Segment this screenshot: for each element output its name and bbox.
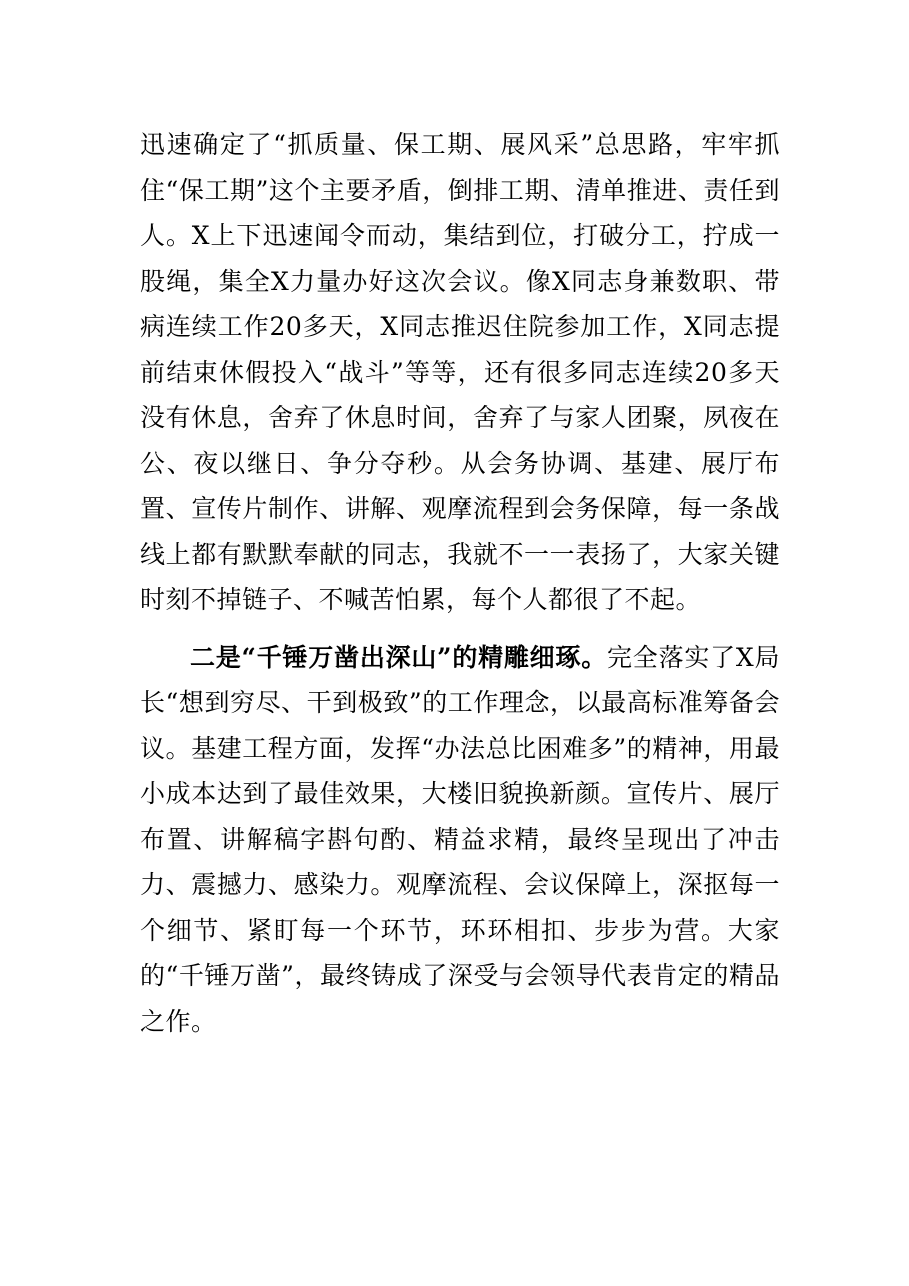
paragraph-section-two [140, 635, 780, 1045]
paragraph-continuation [140, 122, 780, 623]
section-heading-lead: 二是“千锤万凿出深山”的精雕细琢。 [190, 642, 608, 672]
paragraph-text: 迅速确定了“抓质量、保工期、展风采”总思路，牢牢抓住“保工期”这个主要矛盾，倒排工期、清单推进、责任到人。X上下迅速闻令而动，集结到位，打破分工，拧成一股绳，集全X力量办好这次会议。像X同志身兼数职、带病连续工作20多天，X同志推迟住院参加工作，X同志提前结束休假投入“战斗”等等，还有很多同志连续20多天没有休息，舍弃了休息时间，舍弃了与家人团聚，夙夜在公、夜以继日、争分夺秒。从会务协调、基建、展厅布置、宣传片制作、讲解、观摩流程到会务保障，每一条战线上都有默默奉献的同志，我就不一一表扬了，大家关键时刻不掉链子、不喊苦怕累，每个人都很了不起。 [140, 130, 780, 614]
document-body [140, 122, 780, 1044]
paragraph-text: 完全落实了X局长“想到穷尽、干到极致”的工作理念，以最高标准筹备会议。基建工程方面，发挥“办法总比困难多”的精神，用最小成本达到了最佳效果，大楼旧貌换新颜。宣传片、展厅布置、讲解稿字斟句酌、精益求精，最终呈现出了冲击力、震撼力、感染力。观摩流程、会议保障上，深抠每一个细节、紧盯每一个环节，环环相扣、步步为营。大家的“千锤万凿”，最终铸成了深受与会领导代表肯定的精品之作。 [140, 642, 780, 1036]
